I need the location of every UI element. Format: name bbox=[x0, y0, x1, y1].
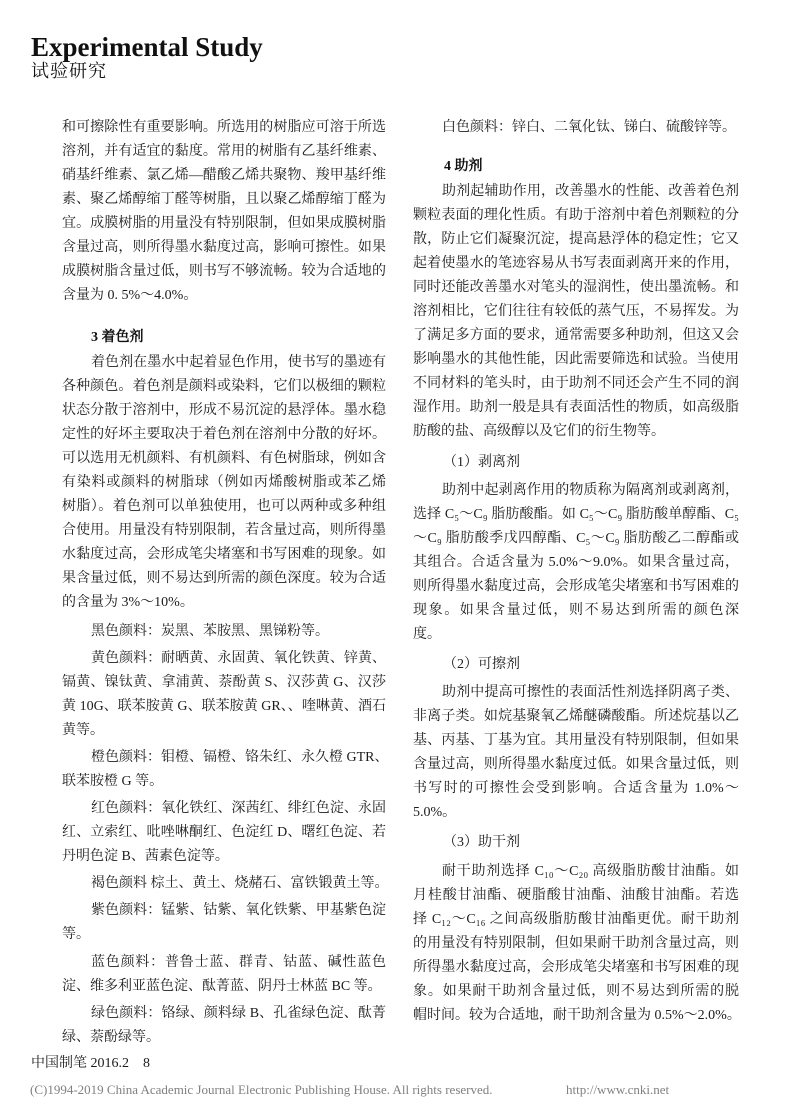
text-line: 散，防止它们凝聚沉淀，提高悬浮体的稳定性；它又 bbox=[413, 232, 739, 247]
text-line: 起着使墨水的笔迹容易从书写表面剥离开来的作用， bbox=[413, 256, 739, 271]
text-line: 书写时的可擦性会受到影响。合适含量为 1.0%～ bbox=[413, 781, 739, 796]
right-column bbox=[413, 0, 739, 1110]
text-line: 橙色颜料：钼橙、镉橙、铬朱红、永久橙 GTR、 bbox=[91, 750, 389, 765]
paragraph-orange-pigments bbox=[62, 746, 389, 794]
text-line: 蓝色颜料：普鲁士蓝、群青、钴蓝、碱性蓝色 bbox=[91, 955, 386, 970]
copyright-notice: (C)1994-2019 China Academic Journal Electronic Publishing House. All rights reserved. bbox=[30, 1082, 493, 1097]
paragraph-yellow-pigments bbox=[62, 647, 386, 743]
text-line: 水黏度过高，会形成笔尖堵塞和书写困难的现象。如 bbox=[62, 547, 386, 562]
copyright-url: http://www.cnki.net bbox=[566, 1082, 670, 1097]
text-line: 红色颜料：氧化铁红、深茜红、绯红色淀、永固 bbox=[91, 801, 386, 816]
text-line: 所得墨水黏度过高，会形成笔尖堵塞和书写困难的现 bbox=[413, 960, 739, 975]
text-line: 溶剂相比，它们往往有较低的蒸气压，不易挥发。为 bbox=[413, 304, 739, 319]
text-line: 非离子类。如烷基聚氧乙烯醚磷酸酯。所述烷基以乙 bbox=[413, 709, 739, 724]
text-line: 白色颜料：锌白、二氧化钛、锑白、硫酸锌等。 bbox=[442, 120, 736, 135]
text-line: 同时还能改善墨水对笔头的湿润性，使出墨流畅。和 bbox=[413, 280, 739, 295]
text-line: 等。 bbox=[62, 927, 90, 942]
text-line: 助剂中提高可擦性的表面活性剂选择阴离子类、 bbox=[442, 685, 739, 700]
text-line: 颗粒表面的理化性质。有助于溶剂中着色剂颗粒的分 bbox=[413, 208, 739, 223]
text-line: 其组合。合适含量为 5.0%～9.0%。如果含量过高， bbox=[413, 555, 739, 570]
text-line: 可以选用无机颜料、有机颜料、有色树脂球，例如含 bbox=[62, 451, 386, 466]
text-line: 丹明色淀 B、茜素色淀等。 bbox=[62, 849, 229, 864]
subheading-erasing-agent: （2）可擦剂 bbox=[443, 657, 520, 672]
paragraph-blue-pigments bbox=[62, 951, 386, 999]
section-heading-additives: 4 助剂 bbox=[444, 159, 483, 174]
text-line: 硝基纤维素、氯乙烯—醋酸乙烯共聚物、羧甲基纤维 bbox=[62, 168, 386, 183]
text-line: 联苯胺橙 G 等。 bbox=[62, 774, 164, 789]
text-line: 黄 10G、联苯胺黄 G、联苯胺黄 GR、、喹啉黄、酒石 bbox=[62, 699, 386, 714]
text-line: 5.0%。 bbox=[413, 805, 457, 820]
text-line: 湿作用。助剂一般是具有表面活性的物质，如高级脂 bbox=[413, 400, 739, 415]
text-line: 肪酸的盐、高级醇以及它们的衍生物等。 bbox=[413, 424, 665, 439]
text-line: 则所得墨水黏度过高，会形成笔尖堵塞和书写困难的 bbox=[413, 579, 739, 594]
text-line: 树脂）。着色剂可以单独使用，也可以两种或多种组 bbox=[62, 499, 386, 514]
text-line: 助剂起辅助作用，改善墨水的性能、改善着色剂 bbox=[442, 184, 739, 199]
text-line: 淀、维多利亚蓝色淀、酞菁蓝、阴丹士林蓝 BC 等。 bbox=[62, 979, 382, 994]
text-line: 黑色颜料：炭黑、苯胺黑、黑锑粉等。 bbox=[91, 624, 329, 639]
text-line: 现象。如果含量过低，则不易达到所需的颜色深 bbox=[413, 603, 739, 618]
section-banner-subtitle: 试验研究 bbox=[31, 61, 107, 81]
paragraph-colorant-intro bbox=[62, 351, 386, 615]
paragraph-white-pigments bbox=[413, 116, 739, 140]
text-line: 果含量过低，则不易达到所需的颜色深度。较为合适 bbox=[62, 571, 386, 586]
paragraph-resin-continued bbox=[62, 116, 386, 308]
left-column bbox=[62, 0, 389, 1110]
text-line: 含量过高，则所得墨水黏度过高，影响可擦性。如果 bbox=[62, 240, 386, 255]
text-line: 不同材料的笔头时，由于助剂不同还会产生不同的润 bbox=[413, 376, 739, 391]
text-line: 影响墨水的其他性能，因此需要筛选和试验。当使用 bbox=[413, 352, 739, 367]
text-line: 宜。成膜树脂的用量没有特别限制，但如果成膜树脂 bbox=[62, 216, 386, 231]
text-line: 镉黄、镍钛黄、拿浦黄、萘酚黄 S、汉莎黄 G、汉莎 bbox=[62, 675, 386, 690]
text-line: 象。如果耐干助剂含量过低，则不易达到所需的脱 bbox=[413, 984, 739, 999]
text-line: 黄色颜料：耐晒黄、永固黄、氧化铁黄、锌黄、 bbox=[91, 651, 386, 666]
text-line: 选择 C₅～C₉ 脂肪酸酯。如 C₅～C₉ 脂肪酸单醇酯、C₅ bbox=[413, 507, 739, 522]
paragraph-green-pigments bbox=[62, 1002, 386, 1050]
paragraph-black-pigments bbox=[62, 620, 386, 644]
text-line: 月桂酸甘油酯、硬脂酸甘油酯、油酸甘油酯。若选 bbox=[413, 888, 739, 903]
text-line: 着色剂在墨水中起着显色作用，使书写的墨迹有 bbox=[91, 355, 386, 370]
subheading-release-agent: （1）剥离剂 bbox=[443, 455, 520, 470]
paragraph-additives-intro bbox=[413, 180, 739, 444]
text-line: 溶剂，并有适宜的黏度。常用的树脂有乙基纤维素、 bbox=[62, 144, 386, 159]
text-line: 定性的好坏主要取决于着色剂在溶剂中分散的好坏。 bbox=[62, 427, 386, 442]
paragraph-drying-aid bbox=[413, 860, 739, 1028]
text-line: 度。 bbox=[413, 627, 441, 642]
text-line: 绿色颜料：铬绿、颜料绿 B、孔雀绿色淀、酞菁 bbox=[91, 1006, 386, 1021]
text-line: 耐干助剂选择 C₁₀～C₂₀ 高级脂肪酸甘油酯。如 bbox=[442, 864, 739, 879]
text-line: 状态分散于溶剂中，形成不易沉淀的悬浮体。墨水稳 bbox=[62, 403, 386, 418]
paragraph-erasing-agent bbox=[413, 681, 739, 825]
text-line: 红、立索红、吡唑啉酮红、色淀红 D、曙红色淀、若 bbox=[62, 825, 386, 840]
paragraph-brown-pigments bbox=[62, 872, 389, 896]
text-line: ～C₉ 脂肪酸季戊四醇酯、C₅～C₉ 脂肪酸乙二醇酯或 bbox=[413, 531, 739, 546]
text-line: 有染料或颜料的树脂球（例如丙烯酸树脂或苯乙烯 bbox=[62, 475, 386, 490]
page-number: 8 bbox=[143, 1056, 150, 1071]
text-line: 成膜树脂含量过低，则书写不够流畅。较为合适地的 bbox=[62, 264, 386, 279]
text-line: 素、聚乙烯醇缩丁醛等树脂，且以聚乙烯醇缩丁醛为 bbox=[62, 192, 386, 207]
text-line: 各种颜色。着色剂是颜料或染料，它们以极细的颗粒 bbox=[62, 379, 386, 394]
section-heading-colorant: 3 着色剂 bbox=[91, 330, 144, 345]
text-line: 褐色颜料 棕土、黄土、烧赭石、富铁锻黄土等。 bbox=[91, 876, 389, 891]
journal-issue-label: 中国制笔 2016.2 bbox=[31, 1056, 129, 1071]
text-line: 绿、萘酚绿等。 bbox=[62, 1030, 160, 1045]
text-line: 含量过高，则所得墨水黏度过低。如果含量过低，则 bbox=[413, 757, 739, 772]
text-line: 的用量没有特别限制，但如果耐干助剂含量过高，则 bbox=[413, 936, 739, 951]
text-line: 了满足多方面的要求，通常需要多种助剂，但这又会 bbox=[413, 328, 739, 343]
text-line: 基、丙基、丁基为宜。其用量没有特别限制，但如果 bbox=[413, 733, 739, 748]
text-line: 择 C₁₂～C₁₆ 之间高级脂肪酸甘油酯更优。耐干助剂 bbox=[413, 912, 739, 927]
text-line: 和可擦除性有重要影响。所选用的树脂应可溶于所选 bbox=[62, 120, 386, 135]
paragraph-purple-pigments bbox=[62, 899, 386, 947]
paragraph-release-agent bbox=[413, 479, 739, 647]
text-line: 紫色颜料：锰紫、钴紫、氧化铁紫、甲基紫色淀 bbox=[91, 903, 386, 918]
subheading-drying-aid: （3）助干剂 bbox=[443, 835, 520, 850]
text-line: 帽时间。较为合适地，耐干助剂含量为 0.5%～2.0%。 bbox=[413, 1008, 741, 1023]
section-banner-title: Experimental Study bbox=[31, 32, 263, 62]
text-line: 含量为 0. 5%～4.0%。 bbox=[62, 288, 198, 303]
text-line: 的含量为 3%～10%。 bbox=[62, 595, 194, 610]
text-line: 黄等。 bbox=[62, 723, 104, 738]
text-line: 助剂中起剥离作用的物质称为隔离剂或剥离剂， bbox=[442, 483, 739, 498]
paragraph-red-pigments bbox=[62, 797, 386, 869]
text-line: 合使用。用量没有特别限制，若含量过高，则所得墨 bbox=[62, 523, 386, 538]
